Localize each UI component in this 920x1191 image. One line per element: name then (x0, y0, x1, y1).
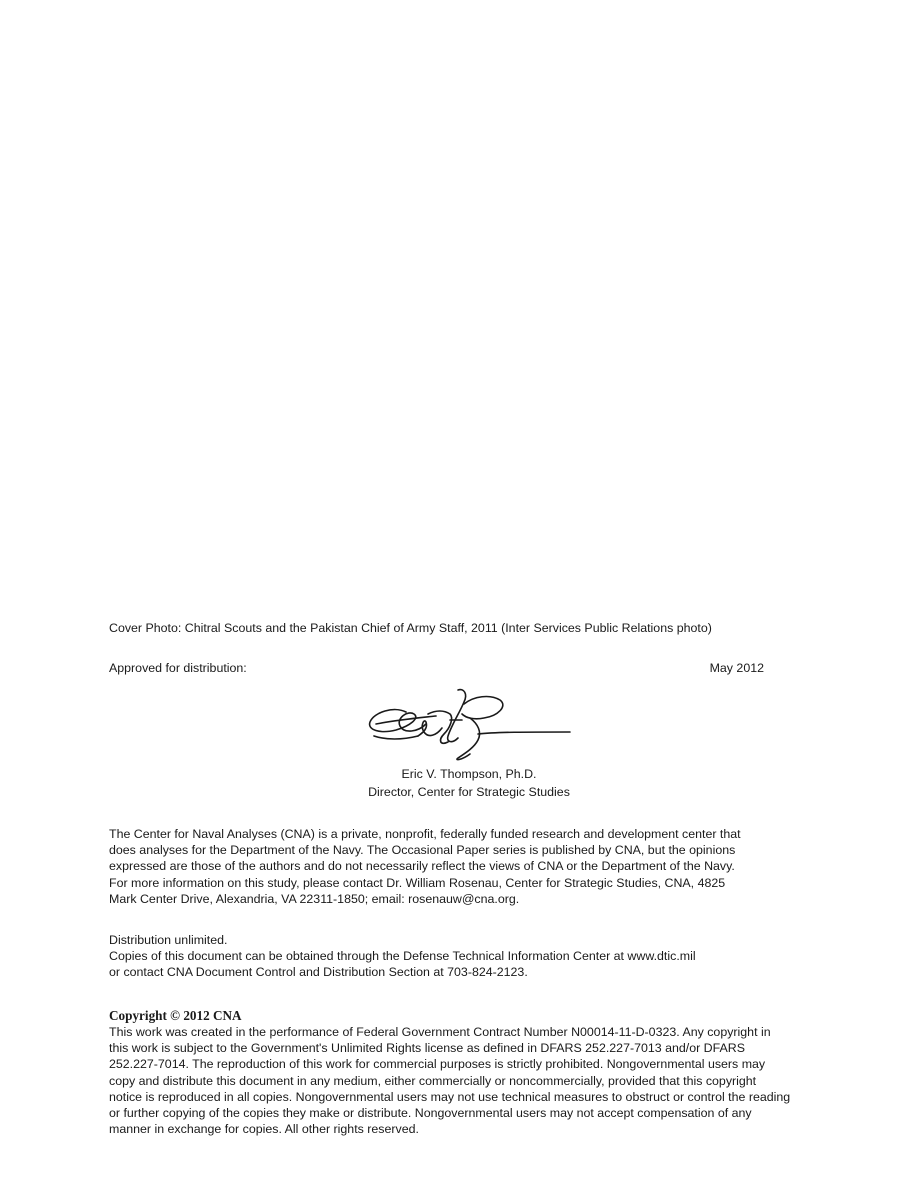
copyright-line: 252.227-7014. The reproduction of this work for commercial purposes is strictly prohibited. Nongovernmental users may (109, 1057, 766, 1072)
cna-paragraph-line: does analyses for the Department of the Navy. The Occasional Paper series is published by CNA, but the opinions (109, 843, 736, 858)
cna-paragraph-line: expressed are those of the authors and do not necessarily reflect the views of CNA or the Department of the Navy. (109, 859, 735, 874)
copyright-paragraph (109, 1024, 790, 1137)
cna-paragraph-line: Mark Center Drive, Alexandria, VA 22311-1850; email: rosenauw@cna.org. (109, 891, 520, 906)
copyright-line: manner in exchange for copies. All other rights reserved. (109, 1122, 419, 1137)
copyright-line: notice is reproduced in all copies. Nongovernmental users may not use technical measures to obstruct or control the reading (109, 1089, 791, 1104)
distribution-paragraph (109, 932, 696, 981)
copyright-line: copy and distribute this document in any medium, either commercially or noncommercially, provided that this copyright (109, 1073, 757, 1088)
distribution-line: Copies of this document can be obtained through the Defense Technical Information Center at www.dtic.mil (109, 949, 696, 964)
cna-paragraph-line: The Center for Naval Analyses (CNA) is a private, nonprofit, federally funded research and development center that (109, 827, 741, 841)
handwritten-signature-icon (366, 684, 572, 762)
approval-label: Approved for distribution: (109, 661, 247, 675)
copyright-line: this work is subject to the Government's Unlimited Rights license as defined in DFARS 252.227-7013 and/or DFARS (109, 1041, 745, 1056)
distribution-line: or contact CNA Document Control and Distribution Section at 703-824-2123. (109, 965, 528, 980)
copyright-heading: Copyright © 2012 CNA (109, 1008, 242, 1023)
cna-description-paragraph (109, 826, 741, 907)
signer-title: Director, Center for Strategic Studies (368, 785, 570, 799)
cna-paragraph-line: For more information on this study, please contact Dr. William Rosenau, Center for Strategic Studies, CNA, 4825 (109, 875, 726, 890)
signer-name: Eric V. Thompson, Ph.D. (401, 767, 537, 781)
approval-date: May 2012 (709, 661, 764, 675)
copyright-line: or further copying of the copies they make or distribute. Nongovernmental users may not accept compensation of any (109, 1106, 752, 1121)
distribution-line: Distribution unlimited. (109, 933, 228, 947)
copyright-line: This work was created in the performance of Federal Government Contract Number N00014-11-D-0323. Any copyright in (109, 1025, 771, 1039)
cover-photo-caption: Cover Photo: Chitral Scouts and the Pakistan Chief of Army Staff, 2011 (Inter Services Public Relations photo) (109, 621, 712, 635)
